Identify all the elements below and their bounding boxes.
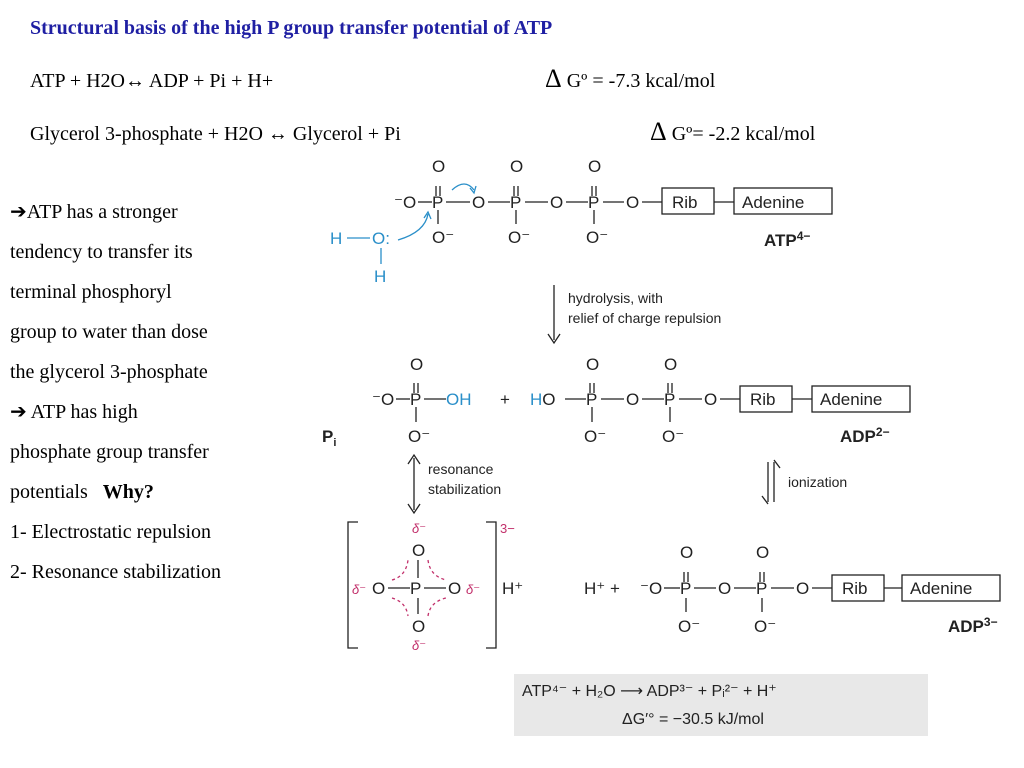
svg-text:O⁻: O⁻	[584, 427, 607, 446]
bullet-text: terminal phosphoryl	[10, 281, 172, 303]
equation-glycerol-dg: Gº= -2.2 kcal/mol	[671, 123, 816, 145]
rib-label: Rib	[750, 390, 776, 409]
svg-text:H: H	[330, 229, 343, 248]
slide-title: Structural basis of the high P group transfer potential of ATP	[30, 17, 553, 39]
svg-text:O: O	[432, 157, 446, 176]
svg-text:P: P	[432, 193, 444, 212]
svg-text:Pi	[322, 427, 336, 449]
atp-label: ATP	[764, 231, 797, 250]
atp-charge: 4−	[796, 229, 811, 243]
svg-text:O:: O:	[372, 229, 390, 248]
adp2-structure	[530, 355, 910, 446]
svg-text:ADP3−	[948, 615, 998, 636]
pi-label: P	[322, 427, 334, 446]
equation-atp-dg: Gº = -7.3 kcal/mol	[566, 70, 716, 92]
svg-text:δ⁻: δ⁻	[412, 638, 427, 653]
svg-text:H⁺: H⁺	[502, 579, 524, 598]
bullet-text: potentials	[10, 481, 88, 503]
svg-text:O: O	[718, 579, 732, 598]
svg-text:O: O	[756, 543, 770, 562]
svg-text:O⁻: O⁻	[662, 427, 685, 446]
bullet-text: group to water than dose	[10, 321, 208, 343]
resonance-structure	[348, 521, 523, 653]
svg-text:P: P	[410, 579, 422, 598]
svg-text:O⁻: O⁻	[754, 617, 777, 636]
svg-text:O: O	[412, 541, 426, 560]
svg-text:O: O	[626, 193, 640, 212]
svg-text:O: O	[410, 355, 424, 374]
right-arrow-icon: ➔	[10, 401, 27, 423]
svg-text:O⁻: O⁻	[586, 228, 609, 247]
svg-text:P: P	[664, 390, 676, 409]
svg-text:⁻O: ⁻O	[640, 579, 663, 598]
svg-text:O: O	[448, 579, 462, 598]
rib-label: Rib	[672, 193, 698, 212]
adenine-label: Adenine	[910, 579, 973, 598]
svg-text:⁻O: ⁻O	[372, 390, 395, 409]
svg-text:O: O	[664, 355, 678, 374]
svg-text:O: O	[586, 355, 600, 374]
svg-text:H: H	[374, 267, 387, 286]
svg-text:P: P	[680, 579, 692, 598]
svg-text:OH: OH	[446, 390, 472, 409]
rib-label: Rib	[842, 579, 868, 598]
svg-text:O: O	[510, 157, 524, 176]
equation-atp-reaction: ATP + H2O↔ ADP + Pi + H+	[30, 70, 274, 92]
atp-structure	[394, 157, 832, 250]
svg-text:P: P	[510, 193, 522, 212]
adp3-label: ADP	[948, 617, 984, 636]
svg-text:O: O	[550, 193, 564, 212]
bullet-text: 2- Resonance stabilization	[10, 561, 222, 583]
svg-text:P: P	[588, 193, 600, 212]
pi-subscript: i	[333, 437, 337, 449]
svg-text:δ⁻: δ⁻	[352, 582, 367, 597]
svg-text:ATP4−	[764, 229, 810, 250]
adp2-label: ADP	[840, 427, 876, 446]
svg-text:ADP2−	[840, 425, 890, 446]
svg-text:P: P	[756, 579, 768, 598]
delta-symbol: Δ	[650, 117, 667, 146]
svg-text:δ⁻: δ⁻	[412, 521, 427, 536]
ionization-label: ionization	[788, 474, 848, 490]
svg-text:HO: HO	[530, 390, 556, 409]
bullet-text: the glycerol 3-phosphate	[10, 361, 208, 383]
right-arrow-icon: ➔	[10, 201, 27, 223]
bullet-text: ATP has high	[26, 401, 138, 423]
hydrolysis-label: hydrolysis, with	[568, 290, 663, 306]
svg-text:O: O	[412, 617, 426, 636]
svg-text:O: O	[372, 579, 386, 598]
bullet-text: ATP has a stronger	[26, 201, 178, 223]
svg-text:O⁻: O⁻	[678, 617, 701, 636]
bullet-text: tendency to transfer its	[10, 241, 193, 263]
svg-text:⁻O: ⁻O	[394, 193, 417, 212]
svg-text:3−: 3−	[500, 521, 515, 536]
resonance-label: stabilization	[428, 481, 502, 497]
svg-text:O⁻: O⁻	[508, 228, 531, 247]
delta-symbol: Δ	[545, 64, 562, 93]
svg-text:O: O	[796, 579, 810, 598]
svg-text:O: O	[704, 390, 718, 409]
svg-text:O: O	[472, 193, 486, 212]
bullet-text: 1- Electrostatic repulsion	[10, 521, 212, 543]
svg-text:O⁻: O⁻	[432, 228, 455, 247]
equation-glycerol-reaction: Glycerol 3-phosphate + H2O ↔ Glycerol + Pi	[30, 123, 401, 145]
summary-energy: ΔG′° = −30.5 kJ/mol	[622, 711, 764, 728]
adp2-charge: 2−	[875, 425, 890, 439]
svg-text:O: O	[680, 543, 694, 562]
summary-reaction: ATP⁴⁻ + H₂O ⟶ ADP³⁻ + Pᵢ²⁻ + H⁺	[522, 683, 777, 700]
svg-text:H⁺ +: H⁺ +	[584, 579, 620, 598]
adp3-charge: 3−	[983, 615, 998, 629]
pi-structure	[322, 355, 472, 449]
resonance-label: resonance	[428, 461, 494, 477]
svg-text:O: O	[588, 157, 602, 176]
adenine-label: Adenine	[820, 390, 883, 409]
svg-text:+: +	[500, 390, 510, 409]
svg-text:δ⁻: δ⁻	[466, 582, 481, 597]
adenine-label: Adenine	[742, 193, 805, 212]
svg-text:P: P	[586, 390, 598, 409]
svg-text:O: O	[626, 390, 640, 409]
svg-text:O⁻: O⁻	[408, 427, 431, 446]
svg-text:P: P	[410, 390, 422, 409]
why-label: Why?	[102, 481, 154, 503]
bullet-text: phosphate group transfer	[10, 441, 209, 463]
adp3-structure	[584, 543, 1000, 636]
hydrolysis-label: relief of charge repulsion	[568, 310, 722, 326]
